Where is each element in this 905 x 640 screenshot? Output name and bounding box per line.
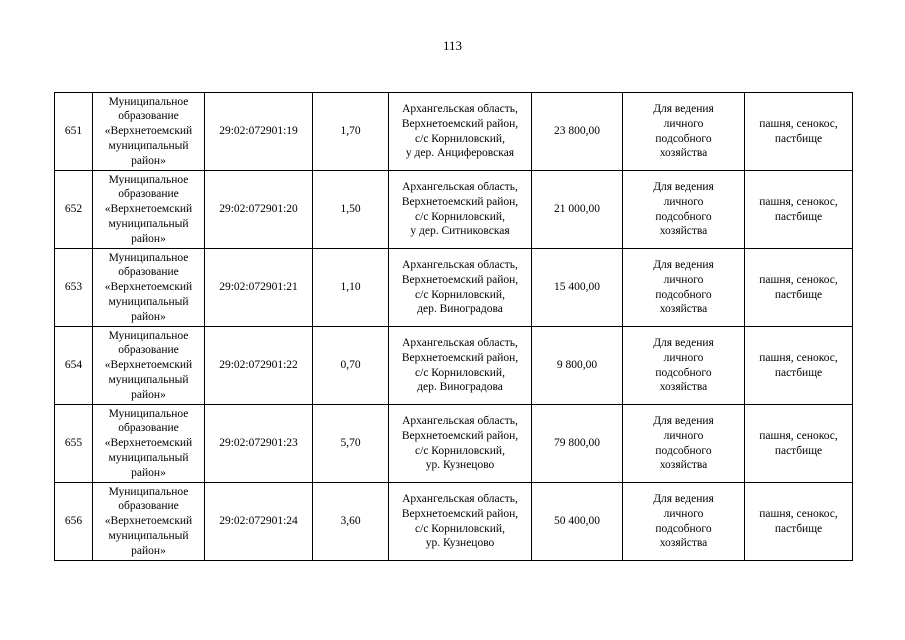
address-line: у дер. Ситниковская bbox=[410, 225, 510, 238]
owner-line: район» bbox=[131, 310, 166, 323]
row-number-cell: 654 bbox=[55, 327, 93, 405]
address-line: ур. Кузнецово bbox=[425, 537, 495, 550]
land-use-cell bbox=[745, 93, 853, 171]
address-line: с/с Корниловский, bbox=[415, 210, 505, 223]
cadastral-value-cell: 21 000,00 bbox=[532, 171, 623, 249]
land-use-line: пастбище bbox=[774, 210, 823, 223]
table-row bbox=[55, 405, 853, 483]
purpose-line: хозяйства bbox=[659, 225, 708, 238]
purpose-line: подсобного bbox=[655, 522, 712, 535]
owner-cell bbox=[93, 327, 205, 405]
address-line: с/с Корниловский, bbox=[415, 444, 505, 457]
owner-cell bbox=[93, 171, 205, 249]
address-line: дер. Виноградова bbox=[417, 303, 503, 316]
area-cell: 1,50 bbox=[313, 171, 389, 249]
land-use-line: пастбище bbox=[774, 288, 823, 301]
purpose-line: Для ведения bbox=[653, 492, 714, 505]
address-line: с/с Корниловский, bbox=[415, 366, 505, 379]
cadastral-number-cell: 29:02:072901:23 bbox=[205, 405, 313, 483]
purpose-line: личного bbox=[663, 351, 704, 364]
owner-line: Муниципальное bbox=[108, 329, 189, 342]
address-line: Верхнетоемский район, bbox=[401, 429, 519, 442]
area-cell: 3,60 bbox=[313, 483, 389, 561]
owner-line: муниципальный bbox=[108, 373, 189, 386]
owner-line: муниципальный bbox=[108, 451, 189, 464]
purpose-line: хозяйства bbox=[659, 147, 708, 160]
owner-line: образование bbox=[118, 500, 179, 513]
purpose-line: личного bbox=[663, 429, 704, 442]
row-number-cell: 655 bbox=[55, 405, 93, 483]
purpose-line: личного bbox=[663, 273, 704, 286]
address-line: Верхнетоемский район, bbox=[401, 117, 519, 130]
address-line: Архангельская область, bbox=[402, 180, 518, 193]
owner-line: муниципальный bbox=[108, 295, 189, 308]
land-use-cell bbox=[745, 483, 853, 561]
land-use-line: пашня, сенокос, bbox=[759, 195, 838, 208]
cadastral-number-cell: 29:02:072901:24 bbox=[205, 483, 313, 561]
land-use-line: пастбище bbox=[774, 366, 823, 379]
owner-line: муниципальный bbox=[108, 217, 189, 230]
owner-line: «Верхнетоемский bbox=[104, 281, 193, 294]
page-number: 113 bbox=[442, 38, 463, 53]
owner-line: Муниципальное bbox=[108, 485, 189, 498]
land-use-line: пастбище bbox=[774, 132, 823, 145]
owner-cell bbox=[93, 93, 205, 171]
owner-line: район» bbox=[131, 388, 166, 401]
land-use-cell bbox=[745, 327, 853, 405]
purpose-line: хозяйства bbox=[659, 537, 708, 550]
purpose-line: подсобного bbox=[655, 366, 712, 379]
cadastral-value-cell: 23 800,00 bbox=[532, 93, 623, 171]
land-use-line: пашня, сенокос, bbox=[759, 273, 838, 286]
owner-line: образование bbox=[118, 422, 179, 435]
address-line: Верхнетоемский район, bbox=[401, 351, 519, 364]
owner-line: образование bbox=[118, 266, 179, 279]
address-cell bbox=[389, 249, 532, 327]
purpose-cell bbox=[623, 405, 745, 483]
land-use-line: пашня, сенокос, bbox=[759, 429, 838, 442]
address-line: Архангельская область, bbox=[402, 414, 518, 427]
purpose-line: личного bbox=[663, 117, 704, 130]
address-line: с/с Корниловский, bbox=[415, 288, 505, 301]
purpose-line: подсобного bbox=[655, 288, 712, 301]
owner-cell bbox=[93, 483, 205, 561]
purpose-line: Для ведения bbox=[653, 414, 714, 427]
address-line: Архангельская область, bbox=[402, 492, 518, 505]
owner-cell bbox=[93, 405, 205, 483]
cadastral-number-cell: 29:02:072901:19 bbox=[205, 93, 313, 171]
area-cell: 5,70 bbox=[313, 405, 389, 483]
area-cell: 0,70 bbox=[313, 327, 389, 405]
address-line: Архангельская область, bbox=[402, 336, 518, 349]
address-line: Архангельская область, bbox=[402, 102, 518, 115]
address-line: Верхнетоемский район, bbox=[401, 195, 519, 208]
row-number-cell: 652 bbox=[55, 171, 93, 249]
purpose-line: подсобного bbox=[655, 444, 712, 457]
owner-line: район» bbox=[131, 544, 166, 557]
table-row bbox=[55, 327, 853, 405]
land-use-line: пашня, сенокос, bbox=[759, 507, 838, 520]
land-use-cell bbox=[745, 405, 853, 483]
purpose-line: Для ведения bbox=[653, 258, 714, 271]
land-use-line: пастбище bbox=[774, 522, 823, 535]
owner-line: муниципальный bbox=[108, 139, 189, 152]
purpose-line: Для ведения bbox=[653, 180, 714, 193]
purpose-cell bbox=[623, 249, 745, 327]
owner-line: Муниципальное bbox=[108, 173, 189, 186]
purpose-cell bbox=[623, 171, 745, 249]
owner-line: район» bbox=[131, 154, 166, 167]
owner-line: «Верхнетоемский bbox=[104, 203, 193, 216]
cadastral-value-cell: 79 800,00 bbox=[532, 405, 623, 483]
cadastral-number-cell: 29:02:072901:22 bbox=[205, 327, 313, 405]
land-use-line: пашня, сенокос, bbox=[759, 351, 838, 364]
table-row bbox=[55, 171, 853, 249]
area-cell: 1,10 bbox=[313, 249, 389, 327]
address-line: Верхнетоемский район, bbox=[401, 507, 519, 520]
owner-line: район» bbox=[131, 466, 166, 479]
address-line: с/с Корниловский, bbox=[415, 132, 505, 145]
address-cell bbox=[389, 405, 532, 483]
owner-line: район» bbox=[131, 232, 166, 245]
owner-line: «Верхнетоемский bbox=[104, 515, 193, 528]
address-cell bbox=[389, 483, 532, 561]
owner-line: «Верхнетоемский bbox=[104, 359, 193, 372]
address-cell bbox=[389, 327, 532, 405]
purpose-line: подсобного bbox=[655, 210, 712, 223]
purpose-line: личного bbox=[663, 195, 704, 208]
row-number-cell: 651 bbox=[55, 93, 93, 171]
cadastral-number-cell: 29:02:072901:20 bbox=[205, 171, 313, 249]
row-number-cell: 656 bbox=[55, 483, 93, 561]
table-row bbox=[55, 93, 853, 171]
land-registry-table bbox=[54, 92, 853, 561]
purpose-cell bbox=[623, 93, 745, 171]
address-line: дер. Виноградова bbox=[417, 381, 503, 394]
purpose-line: хозяйства bbox=[659, 381, 708, 394]
owner-cell bbox=[93, 249, 205, 327]
purpose-line: Для ведения bbox=[653, 336, 714, 349]
land-use-line: пашня, сенокос, bbox=[759, 117, 838, 130]
table-row bbox=[55, 483, 853, 561]
address-cell bbox=[389, 171, 532, 249]
table-row bbox=[55, 249, 853, 327]
purpose-line: подсобного bbox=[655, 132, 712, 145]
land-use-cell bbox=[745, 249, 853, 327]
cadastral-number-cell: 29:02:072901:21 bbox=[205, 249, 313, 327]
purpose-line: Для ведения bbox=[653, 102, 714, 115]
address-line: Верхнетоемский район, bbox=[401, 273, 519, 286]
purpose-line: хозяйства bbox=[659, 459, 708, 472]
address-line: с/с Корниловский, bbox=[415, 522, 505, 535]
purpose-cell bbox=[623, 327, 745, 405]
row-number-cell: 653 bbox=[55, 249, 93, 327]
purpose-line: личного bbox=[663, 507, 704, 520]
owner-line: «Верхнетоемский bbox=[104, 125, 193, 138]
address-cell bbox=[389, 93, 532, 171]
owner-line: образование bbox=[118, 110, 179, 123]
address-line: ур. Кузнецово bbox=[425, 459, 495, 472]
owner-line: муниципальный bbox=[108, 529, 189, 542]
cadastral-value-cell: 50 400,00 bbox=[532, 483, 623, 561]
cadastral-value-cell: 15 400,00 bbox=[532, 249, 623, 327]
address-line: Архангельская область, bbox=[402, 258, 518, 271]
address-line: у дер. Анциферовская bbox=[405, 147, 515, 160]
owner-line: образование bbox=[118, 188, 179, 201]
purpose-line: хозяйства bbox=[659, 303, 708, 316]
owner-line: образование bbox=[118, 344, 179, 357]
area-cell: 1,70 bbox=[313, 93, 389, 171]
owner-line: Муниципальное bbox=[108, 407, 189, 420]
owner-line: Муниципальное bbox=[108, 95, 189, 108]
purpose-cell bbox=[623, 483, 745, 561]
land-use-line: пастбище bbox=[774, 444, 823, 457]
cadastral-value-cell: 9 800,00 bbox=[532, 327, 623, 405]
owner-line: «Верхнетоемский bbox=[104, 437, 193, 450]
owner-line: Муниципальное bbox=[108, 251, 189, 264]
land-use-cell bbox=[745, 171, 853, 249]
